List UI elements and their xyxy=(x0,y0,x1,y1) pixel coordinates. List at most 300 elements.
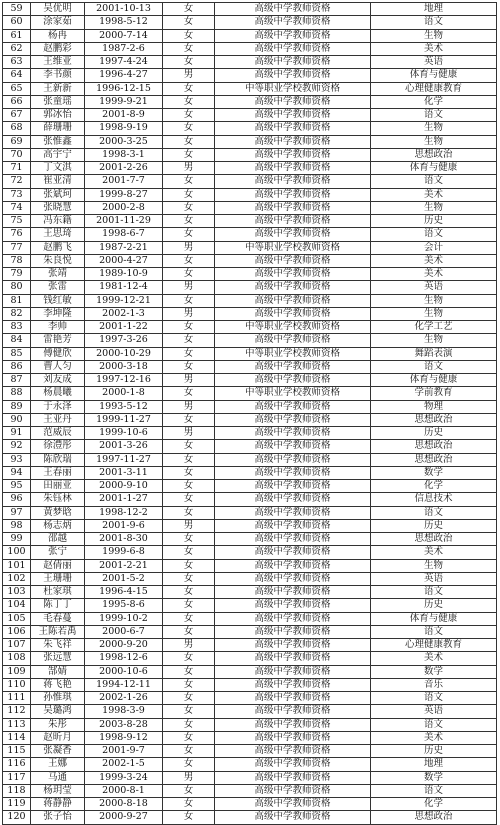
subject-cell[interactable]: 美术 xyxy=(371,652,497,665)
serial-number-cell[interactable]: 91 xyxy=(3,427,31,440)
subject-cell[interactable]: 生物 xyxy=(371,307,497,320)
gender-cell[interactable]: 女 xyxy=(163,82,215,95)
serial-number-cell[interactable]: 73 xyxy=(3,188,31,201)
serial-number-cell[interactable]: 109 xyxy=(3,665,31,678)
subject-cell[interactable]: 生物 xyxy=(371,559,497,572)
serial-number-cell[interactable]: 92 xyxy=(3,440,31,453)
qualification-cell[interactable]: 中等职业学校教师资格 xyxy=(215,82,371,95)
subject-cell[interactable]: 化学 xyxy=(371,95,497,108)
gender-cell[interactable]: 男 xyxy=(163,400,215,413)
qualification-cell[interactable]: 高级中学教师资格 xyxy=(215,758,371,771)
birth-date-cell[interactable]: 1998-9-19 xyxy=(85,122,163,135)
subject-cell[interactable]: 学前教育 xyxy=(371,387,497,400)
gender-cell[interactable]: 女 xyxy=(163,135,215,148)
qualification-cell[interactable]: 高级中学教师资格 xyxy=(215,546,371,559)
subject-cell[interactable]: 数学 xyxy=(371,665,497,678)
name-cell[interactable]: 张惟鑫 xyxy=(31,135,85,148)
birth-date-cell[interactable]: 2001-11-29 xyxy=(85,215,163,228)
serial-number-cell[interactable]: 80 xyxy=(3,281,31,294)
name-cell[interactable]: 张子怡 xyxy=(31,811,85,824)
name-cell[interactable]: 陈欣瑞 xyxy=(31,453,85,466)
qualification-cell[interactable]: 高级中学教师资格 xyxy=(215,718,371,731)
qualification-cell[interactable]: 高级中学教师资格 xyxy=(215,29,371,42)
name-cell[interactable]: 张童瑶 xyxy=(31,95,85,108)
serial-number-cell[interactable]: 59 xyxy=(3,3,31,16)
name-cell[interactable]: 高宇宁 xyxy=(31,148,85,161)
name-cell[interactable]: 涂家茹 xyxy=(31,16,85,29)
name-cell[interactable]: 张斌珂 xyxy=(31,188,85,201)
serial-number-cell[interactable]: 65 xyxy=(3,82,31,95)
gender-cell[interactable]: 女 xyxy=(163,347,215,360)
gender-cell[interactable]: 女 xyxy=(163,625,215,638)
subject-cell[interactable]: 语文 xyxy=(371,109,497,122)
qualification-cell[interactable]: 高级中学教师资格 xyxy=(215,506,371,519)
gender-cell[interactable]: 男 xyxy=(163,69,215,82)
qualification-cell[interactable]: 中等职业学校教师资格 xyxy=(215,321,371,334)
qualification-cell[interactable]: 高级中学教师资格 xyxy=(215,453,371,466)
birth-date-cell[interactable]: 2001-10-13 xyxy=(85,3,163,16)
serial-number-cell[interactable]: 83 xyxy=(3,321,31,334)
birth-date-cell[interactable]: 1998-12-6 xyxy=(85,652,163,665)
gender-cell[interactable]: 女 xyxy=(163,188,215,201)
serial-number-cell[interactable]: 107 xyxy=(3,639,31,652)
gender-cell[interactable]: 女 xyxy=(163,731,215,744)
subject-cell[interactable]: 英语 xyxy=(371,281,497,294)
serial-number-cell[interactable]: 94 xyxy=(3,466,31,479)
serial-number-cell[interactable]: 97 xyxy=(3,506,31,519)
subject-cell[interactable]: 美术 xyxy=(371,546,497,559)
serial-number-cell[interactable]: 66 xyxy=(3,95,31,108)
qualification-cell[interactable]: 高级中学教师资格 xyxy=(215,519,371,532)
name-cell[interactable]: 陈丁丁 xyxy=(31,599,85,612)
qualification-cell[interactable]: 中等职业学校教师资格 xyxy=(215,347,371,360)
birth-date-cell[interactable]: 2000-7-14 xyxy=(85,29,163,42)
serial-number-cell[interactable]: 115 xyxy=(3,745,31,758)
subject-cell[interactable]: 化学 xyxy=(371,798,497,811)
subject-cell[interactable]: 生物 xyxy=(371,334,497,347)
qualification-cell[interactable]: 高级中学教师资格 xyxy=(215,413,371,426)
serial-number-cell[interactable]: 62 xyxy=(3,42,31,55)
gender-cell[interactable]: 女 xyxy=(163,798,215,811)
serial-number-cell[interactable]: 75 xyxy=(3,215,31,228)
serial-number-cell[interactable]: 85 xyxy=(3,347,31,360)
serial-number-cell[interactable]: 61 xyxy=(3,29,31,42)
birth-date-cell[interactable]: 2002-1-3 xyxy=(85,307,163,320)
subject-cell[interactable]: 语文 xyxy=(371,784,497,797)
gender-cell[interactable]: 男 xyxy=(163,639,215,652)
birth-date-cell[interactable]: 2001-8-30 xyxy=(85,533,163,546)
subject-cell[interactable]: 美术 xyxy=(371,42,497,55)
gender-cell[interactable]: 女 xyxy=(163,228,215,241)
subject-cell[interactable]: 舞蹈表演 xyxy=(371,347,497,360)
name-cell[interactable]: 李坤隆 xyxy=(31,307,85,320)
serial-number-cell[interactable]: 79 xyxy=(3,268,31,281)
birth-date-cell[interactable]: 1999-10-2 xyxy=(85,612,163,625)
name-cell[interactable]: 张靖 xyxy=(31,268,85,281)
subject-cell[interactable]: 生物 xyxy=(371,135,497,148)
name-cell[interactable]: 杨志炳 xyxy=(31,519,85,532)
subject-cell[interactable]: 生物 xyxy=(371,122,497,135)
serial-number-cell[interactable]: 111 xyxy=(3,692,31,705)
birth-date-cell[interactable]: 1998-5-12 xyxy=(85,16,163,29)
name-cell[interactable]: 蒋飞艳 xyxy=(31,678,85,691)
name-cell[interactable]: 杜家琪 xyxy=(31,586,85,599)
birth-date-cell[interactable]: 1997-12-16 xyxy=(85,374,163,387)
birth-date-cell[interactable]: 2000-10-29 xyxy=(85,347,163,360)
name-cell[interactable]: 田丽亚 xyxy=(31,480,85,493)
qualification-cell[interactable]: 高级中学教师资格 xyxy=(215,625,371,638)
gender-cell[interactable]: 男 xyxy=(163,307,215,320)
name-cell[interactable]: 赵鹏飞 xyxy=(31,241,85,254)
name-cell[interactable]: 郭冰怡 xyxy=(31,109,85,122)
qualification-cell[interactable]: 高级中学教师资格 xyxy=(215,201,371,214)
subject-cell[interactable]: 美术 xyxy=(371,254,497,267)
name-cell[interactable]: 马通 xyxy=(31,771,85,784)
gender-cell[interactable]: 女 xyxy=(163,480,215,493)
subject-cell[interactable]: 英语 xyxy=(371,705,497,718)
gender-cell[interactable]: 女 xyxy=(163,56,215,69)
name-cell[interactable]: 郜婧 xyxy=(31,665,85,678)
serial-number-cell[interactable]: 106 xyxy=(3,625,31,638)
gender-cell[interactable]: 女 xyxy=(163,745,215,758)
birth-date-cell[interactable]: 2000-3-18 xyxy=(85,360,163,373)
qualification-cell[interactable]: 高级中学教师资格 xyxy=(215,254,371,267)
name-cell[interactable]: 钱红敏 xyxy=(31,294,85,307)
subject-cell[interactable]: 语文 xyxy=(371,506,497,519)
birth-date-cell[interactable]: 1999-8-27 xyxy=(85,188,163,201)
qualification-cell[interactable]: 高级中学教师资格 xyxy=(215,599,371,612)
birth-date-cell[interactable]: 2001-2-26 xyxy=(85,162,163,175)
qualification-cell[interactable]: 高级中学教师资格 xyxy=(215,745,371,758)
name-cell[interactable]: 吴优明 xyxy=(31,3,85,16)
gender-cell[interactable]: 女 xyxy=(163,506,215,519)
name-cell[interactable]: 李书颜 xyxy=(31,69,85,82)
serial-number-cell[interactable]: 84 xyxy=(3,334,31,347)
qualification-cell[interactable]: 高级中学教师资格 xyxy=(215,678,371,691)
qualification-cell[interactable]: 高级中学教师资格 xyxy=(215,148,371,161)
birth-date-cell[interactable]: 2000-10-6 xyxy=(85,665,163,678)
qualification-cell[interactable]: 高级中学教师资格 xyxy=(215,771,371,784)
subject-cell[interactable]: 历史 xyxy=(371,745,497,758)
serial-number-cell[interactable]: 119 xyxy=(3,798,31,811)
name-cell[interactable]: 朱飞祥 xyxy=(31,639,85,652)
gender-cell[interactable]: 女 xyxy=(163,453,215,466)
gender-cell[interactable]: 女 xyxy=(163,109,215,122)
gender-cell[interactable]: 女 xyxy=(163,440,215,453)
qualification-cell[interactable]: 高级中学教师资格 xyxy=(215,122,371,135)
qualification-cell[interactable]: 高级中学教师资格 xyxy=(215,109,371,122)
birth-date-cell[interactable]: 1997-4-24 xyxy=(85,56,163,69)
serial-number-cell[interactable]: 82 xyxy=(3,307,31,320)
birth-date-cell[interactable]: 1999-3-24 xyxy=(85,771,163,784)
birth-date-cell[interactable]: 1987-2-6 xyxy=(85,42,163,55)
subject-cell[interactable]: 化学工艺 xyxy=(371,321,497,334)
name-cell[interactable]: 黄梦晗 xyxy=(31,506,85,519)
gender-cell[interactable]: 女 xyxy=(163,665,215,678)
birth-date-cell[interactable]: 2001-1-27 xyxy=(85,493,163,506)
serial-number-cell[interactable]: 100 xyxy=(3,546,31,559)
qualification-cell[interactable]: 高级中学教师资格 xyxy=(215,705,371,718)
subject-cell[interactable]: 思想政治 xyxy=(371,440,497,453)
birth-date-cell[interactable]: 1998-3-9 xyxy=(85,705,163,718)
subject-cell[interactable]: 思想政治 xyxy=(371,453,497,466)
serial-number-cell[interactable]: 89 xyxy=(3,400,31,413)
gender-cell[interactable]: 女 xyxy=(163,201,215,214)
subject-cell[interactable]: 体育与健康 xyxy=(371,162,497,175)
qualification-cell[interactable]: 高级中学教师资格 xyxy=(215,69,371,82)
gender-cell[interactable]: 女 xyxy=(163,148,215,161)
gender-cell[interactable]: 女 xyxy=(163,360,215,373)
serial-number-cell[interactable]: 93 xyxy=(3,453,31,466)
subject-cell[interactable]: 语文 xyxy=(371,228,497,241)
qualification-cell[interactable]: 高级中学教师资格 xyxy=(215,639,371,652)
gender-cell[interactable]: 女 xyxy=(163,42,215,55)
birth-date-cell[interactable]: 2001-3-11 xyxy=(85,466,163,479)
gender-cell[interactable]: 女 xyxy=(163,3,215,16)
gender-cell[interactable]: 女 xyxy=(163,413,215,426)
serial-number-cell[interactable]: 68 xyxy=(3,122,31,135)
serial-number-cell[interactable]: 69 xyxy=(3,135,31,148)
subject-cell[interactable]: 语文 xyxy=(371,360,497,373)
qualification-cell[interactable]: 高级中学教师资格 xyxy=(215,533,371,546)
subject-cell[interactable]: 信息技术 xyxy=(371,493,497,506)
subject-cell[interactable]: 体育与健康 xyxy=(371,69,497,82)
name-cell[interactable]: 杨玥莹 xyxy=(31,784,85,797)
birth-date-cell[interactable]: 1999-11-27 xyxy=(85,413,163,426)
gender-cell[interactable]: 女 xyxy=(163,718,215,731)
qualification-cell[interactable]: 高级中学教师资格 xyxy=(215,784,371,797)
subject-cell[interactable]: 地理 xyxy=(371,758,497,771)
qualification-cell[interactable]: 高级中学教师资格 xyxy=(215,162,371,175)
subject-cell[interactable]: 英语 xyxy=(371,572,497,585)
name-cell[interactable]: 王陈若禹 xyxy=(31,625,85,638)
gender-cell[interactable]: 男 xyxy=(163,427,215,440)
birth-date-cell[interactable]: 2000-8-1 xyxy=(85,784,163,797)
qualification-cell[interactable]: 高级中学教师资格 xyxy=(215,175,371,188)
name-cell[interactable]: 崔亚清 xyxy=(31,175,85,188)
birth-date-cell[interactable]: 2001-9-6 xyxy=(85,519,163,532)
serial-number-cell[interactable]: 105 xyxy=(3,612,31,625)
subject-cell[interactable]: 美术 xyxy=(371,731,497,744)
serial-number-cell[interactable]: 60 xyxy=(3,16,31,29)
serial-number-cell[interactable]: 103 xyxy=(3,586,31,599)
subject-cell[interactable]: 语文 xyxy=(371,16,497,29)
birth-date-cell[interactable]: 2001-1-22 xyxy=(85,321,163,334)
subject-cell[interactable]: 美术 xyxy=(371,268,497,281)
gender-cell[interactable]: 女 xyxy=(163,612,215,625)
serial-number-cell[interactable]: 120 xyxy=(3,811,31,824)
birth-date-cell[interactable]: 2000-9-20 xyxy=(85,639,163,652)
birth-date-cell[interactable]: 2001-7-7 xyxy=(85,175,163,188)
name-cell[interactable]: 朱良悦 xyxy=(31,254,85,267)
qualification-cell[interactable]: 高级中学教师资格 xyxy=(215,268,371,281)
subject-cell[interactable]: 历史 xyxy=(371,427,497,440)
birth-date-cell[interactable]: 1999-6-8 xyxy=(85,546,163,559)
qualification-cell[interactable]: 高级中学教师资格 xyxy=(215,440,371,453)
name-cell[interactable]: 徐澧彤 xyxy=(31,440,85,453)
gender-cell[interactable]: 女 xyxy=(163,546,215,559)
gender-cell[interactable]: 女 xyxy=(163,294,215,307)
serial-number-cell[interactable]: 95 xyxy=(3,480,31,493)
name-cell[interactable]: 张雷 xyxy=(31,281,85,294)
gender-cell[interactable]: 女 xyxy=(163,811,215,824)
subject-cell[interactable]: 生物 xyxy=(371,294,497,307)
serial-number-cell[interactable]: 110 xyxy=(3,678,31,691)
gender-cell[interactable]: 女 xyxy=(163,334,215,347)
subject-cell[interactable]: 会计 xyxy=(371,241,497,254)
subject-cell[interactable]: 语文 xyxy=(371,692,497,705)
subject-cell[interactable]: 思想政治 xyxy=(371,811,497,824)
serial-number-cell[interactable]: 86 xyxy=(3,360,31,373)
qualification-cell[interactable]: 高级中学教师资格 xyxy=(215,3,371,16)
qualification-cell[interactable]: 高级中学教师资格 xyxy=(215,586,371,599)
subject-cell[interactable]: 音乐 xyxy=(371,678,497,691)
subject-cell[interactable]: 数学 xyxy=(371,466,497,479)
name-cell[interactable]: 王新新 xyxy=(31,82,85,95)
birth-date-cell[interactable]: 2000-1-8 xyxy=(85,387,163,400)
birth-date-cell[interactable]: 2000-9-27 xyxy=(85,811,163,824)
qualification-cell[interactable]: 高级中学教师资格 xyxy=(215,652,371,665)
name-cell[interactable]: 王春丽 xyxy=(31,466,85,479)
birth-date-cell[interactable]: 1998-9-12 xyxy=(85,731,163,744)
gender-cell[interactable]: 女 xyxy=(163,122,215,135)
name-cell[interactable]: 范威辰 xyxy=(31,427,85,440)
gender-cell[interactable]: 女 xyxy=(163,95,215,108)
serial-number-cell[interactable]: 88 xyxy=(3,387,31,400)
birth-date-cell[interactable]: 1998-12-2 xyxy=(85,506,163,519)
serial-number-cell[interactable]: 118 xyxy=(3,784,31,797)
qualification-cell[interactable]: 高级中学教师资格 xyxy=(215,215,371,228)
birth-date-cell[interactable]: 1989-10-9 xyxy=(85,268,163,281)
subject-cell[interactable]: 历史 xyxy=(371,215,497,228)
gender-cell[interactable]: 女 xyxy=(163,29,215,42)
serial-number-cell[interactable]: 113 xyxy=(3,718,31,731)
name-cell[interactable]: 王娜 xyxy=(31,758,85,771)
name-cell[interactable]: 丁文淇 xyxy=(31,162,85,175)
subject-cell[interactable]: 语文 xyxy=(371,625,497,638)
name-cell[interactable]: 赵昕月 xyxy=(31,731,85,744)
qualification-cell[interactable]: 高级中学教师资格 xyxy=(215,480,371,493)
qualification-cell[interactable]: 高级中学教师资格 xyxy=(215,811,371,824)
qualification-cell[interactable]: 高级中学教师资格 xyxy=(215,56,371,69)
birth-date-cell[interactable]: 1993-5-12 xyxy=(85,400,163,413)
name-cell[interactable]: 曹人匀 xyxy=(31,360,85,373)
gender-cell[interactable]: 男 xyxy=(163,162,215,175)
name-cell[interactable]: 赵倩丽 xyxy=(31,559,85,572)
gender-cell[interactable]: 女 xyxy=(163,678,215,691)
gender-cell[interactable]: 女 xyxy=(163,599,215,612)
birth-date-cell[interactable]: 2000-9-10 xyxy=(85,480,163,493)
qualification-cell[interactable]: 高级中学教师资格 xyxy=(215,572,371,585)
qualification-cell[interactable]: 高级中学教师资格 xyxy=(215,692,371,705)
serial-number-cell[interactable]: 102 xyxy=(3,572,31,585)
name-cell[interactable]: 冯东籍 xyxy=(31,215,85,228)
subject-cell[interactable]: 思想政治 xyxy=(371,148,497,161)
birth-date-cell[interactable]: 1994-12-11 xyxy=(85,678,163,691)
serial-number-cell[interactable]: 98 xyxy=(3,519,31,532)
qualification-cell[interactable]: 高级中学教师资格 xyxy=(215,427,371,440)
gender-cell[interactable]: 女 xyxy=(163,692,215,705)
birth-date-cell[interactable]: 1999-12-21 xyxy=(85,294,163,307)
gender-cell[interactable]: 女 xyxy=(163,758,215,771)
serial-number-cell[interactable]: 96 xyxy=(3,493,31,506)
gender-cell[interactable]: 女 xyxy=(163,493,215,506)
birth-date-cell[interactable]: 2001-3-26 xyxy=(85,440,163,453)
name-cell[interactable]: 朱彤 xyxy=(31,718,85,731)
subject-cell[interactable]: 语文 xyxy=(371,586,497,599)
gender-cell[interactable]: 女 xyxy=(163,215,215,228)
birth-date-cell[interactable]: 1998-3-1 xyxy=(85,148,163,161)
birth-date-cell[interactable]: 1987-2-21 xyxy=(85,241,163,254)
birth-date-cell[interactable]: 1995-8-6 xyxy=(85,599,163,612)
subject-cell[interactable]: 生物 xyxy=(371,201,497,214)
serial-number-cell[interactable]: 71 xyxy=(3,162,31,175)
name-cell[interactable]: 朱钰林 xyxy=(31,493,85,506)
birth-date-cell[interactable]: 2000-8-18 xyxy=(85,798,163,811)
name-cell[interactable]: 蒋静静 xyxy=(31,798,85,811)
birth-date-cell[interactable]: 1996-12-15 xyxy=(85,82,163,95)
birth-date-cell[interactable]: 1997-11-27 xyxy=(85,453,163,466)
name-cell[interactable]: 张宁 xyxy=(31,546,85,559)
birth-date-cell[interactable]: 2001-2-21 xyxy=(85,559,163,572)
qualification-cell[interactable]: 高级中学教师资格 xyxy=(215,665,371,678)
qualification-cell[interactable]: 高级中学教师资格 xyxy=(215,798,371,811)
name-cell[interactable]: 李帅 xyxy=(31,321,85,334)
gender-cell[interactable]: 男 xyxy=(163,519,215,532)
qualification-cell[interactable]: 高级中学教师资格 xyxy=(215,400,371,413)
serial-number-cell[interactable]: 72 xyxy=(3,175,31,188)
name-cell[interactable]: 杨晨曦 xyxy=(31,387,85,400)
birth-date-cell[interactable]: 1997-3-26 xyxy=(85,334,163,347)
serial-number-cell[interactable]: 87 xyxy=(3,374,31,387)
name-cell[interactable]: 王思琦 xyxy=(31,228,85,241)
qualification-cell[interactable]: 中等职业学校教师资格 xyxy=(215,387,371,400)
name-cell[interactable]: 赵鹏彩 xyxy=(31,42,85,55)
birth-date-cell[interactable]: 2001-5-2 xyxy=(85,572,163,585)
subject-cell[interactable]: 思想政治 xyxy=(371,413,497,426)
serial-number-cell[interactable]: 81 xyxy=(3,294,31,307)
birth-date-cell[interactable]: 2002-1-26 xyxy=(85,692,163,705)
gender-cell[interactable]: 女 xyxy=(163,705,215,718)
serial-number-cell[interactable]: 78 xyxy=(3,254,31,267)
gender-cell[interactable]: 男 xyxy=(163,241,215,254)
gender-cell[interactable]: 女 xyxy=(163,533,215,546)
subject-cell[interactable]: 心理健康教育 xyxy=(371,82,497,95)
name-cell[interactable]: 王珊珊 xyxy=(31,572,85,585)
serial-number-cell[interactable]: 67 xyxy=(3,109,31,122)
serial-number-cell[interactable]: 76 xyxy=(3,228,31,241)
birth-date-cell[interactable]: 2000-3-25 xyxy=(85,135,163,148)
gender-cell[interactable]: 男 xyxy=(163,281,215,294)
qualification-cell[interactable]: 高级中学教师资格 xyxy=(215,228,371,241)
qualification-cell[interactable]: 高级中学教师资格 xyxy=(215,466,371,479)
subject-cell[interactable]: 语文 xyxy=(371,718,497,731)
gender-cell[interactable]: 女 xyxy=(163,572,215,585)
subject-cell[interactable]: 语文 xyxy=(371,175,497,188)
serial-number-cell[interactable]: 77 xyxy=(3,241,31,254)
birth-date-cell[interactable]: 1996-4-27 xyxy=(85,69,163,82)
name-cell[interactable]: 于永泽 xyxy=(31,400,85,413)
serial-number-cell[interactable]: 117 xyxy=(3,771,31,784)
serial-number-cell[interactable]: 74 xyxy=(3,201,31,214)
name-cell[interactable]: 毛春蔓 xyxy=(31,612,85,625)
subject-cell[interactable]: 体育与健康 xyxy=(371,612,497,625)
name-cell[interactable]: 杨冉 xyxy=(31,29,85,42)
birth-date-cell[interactable]: 2002-1-5 xyxy=(85,758,163,771)
subject-cell[interactable]: 历史 xyxy=(371,519,497,532)
name-cell[interactable]: 张远慧 xyxy=(31,652,85,665)
birth-date-cell[interactable]: 1996-4-15 xyxy=(85,586,163,599)
